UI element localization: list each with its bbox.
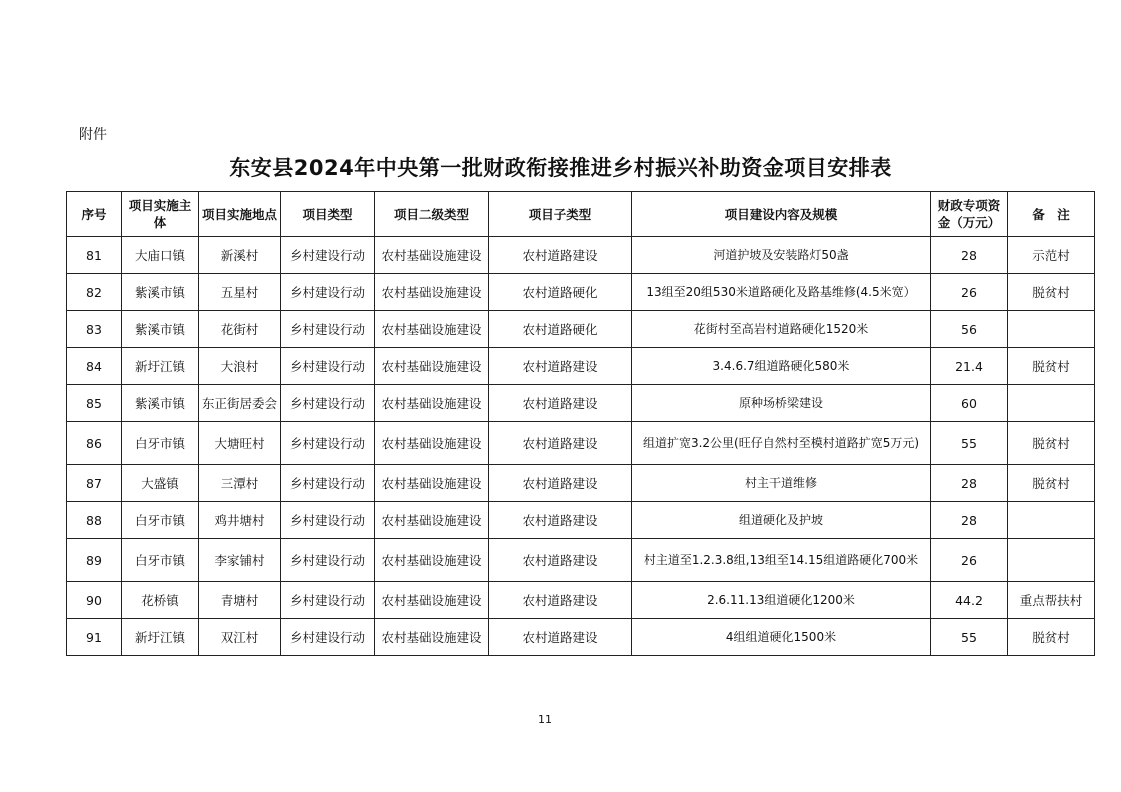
project-table: [66, 191, 1095, 656]
cell-secondary-type: 农村基础设施建设: [375, 539, 489, 582]
cell-subtype: 农村道路硬化: [489, 311, 632, 348]
cell-type: 乡村建设行动: [281, 502, 375, 539]
cell-funds: 26: [931, 274, 1008, 311]
cell-funds: 44.2: [931, 582, 1008, 619]
cell-secondary-type: 农村基础设施建设: [375, 502, 489, 539]
cell-subtype: 农村道路建设: [489, 582, 632, 619]
cell-funds: 55: [931, 422, 1008, 465]
cell-type: 乡村建设行动: [281, 385, 375, 422]
table-row: [67, 348, 1095, 385]
header-type: 项目类型: [281, 192, 375, 237]
cell-content: 3.4.6.7组道路硬化580米: [632, 348, 931, 385]
cell-index: 91: [67, 619, 122, 656]
table-row: [67, 539, 1095, 582]
cell-index: 89: [67, 539, 122, 582]
cell-content: 4组组道硬化1500米: [632, 619, 931, 656]
cell-subtype: 农村道路建设: [489, 539, 632, 582]
cell-entity: 花桥镇: [122, 582, 199, 619]
table-row: [67, 237, 1095, 274]
cell-type: 乡村建设行动: [281, 539, 375, 582]
cell-content: 村主道至1.2.3.8组,13组至14.15组道路硬化700米: [632, 539, 931, 582]
table-row: [67, 422, 1095, 465]
table-row: [67, 619, 1095, 656]
page-number: 11: [538, 713, 552, 726]
cell-index: 81: [67, 237, 122, 274]
header-location: 项目实施地点: [199, 192, 281, 237]
cell-location: 大浪村: [199, 348, 281, 385]
cell-type: 乡村建设行动: [281, 465, 375, 502]
cell-secondary-type: 农村基础设施建设: [375, 348, 489, 385]
cell-remarks: 脱贫村: [1008, 619, 1095, 656]
cell-remarks: 脱贫村: [1008, 422, 1095, 465]
cell-subtype: 农村道路建设: [489, 385, 632, 422]
cell-subtype: 农村道路建设: [489, 422, 632, 465]
cell-remarks: 脱贫村: [1008, 465, 1095, 502]
cell-remarks: [1008, 385, 1095, 422]
cell-index: 85: [67, 385, 122, 422]
cell-remarks: 示范村: [1008, 237, 1095, 274]
cell-type: 乡村建设行动: [281, 582, 375, 619]
cell-location: 五星村: [199, 274, 281, 311]
cell-subtype: 农村道路建设: [489, 348, 632, 385]
cell-entity: 大庙口镇: [122, 237, 199, 274]
cell-type: 乡村建设行动: [281, 619, 375, 656]
cell-remarks: 重点帮扶村: [1008, 582, 1095, 619]
cell-subtype: 农村道路建设: [489, 619, 632, 656]
cell-type: 乡村建设行动: [281, 348, 375, 385]
cell-secondary-type: 农村基础设施建设: [375, 465, 489, 502]
cell-funds: 28: [931, 237, 1008, 274]
header-funds: 财政专项资金（万元）: [931, 192, 1008, 237]
cell-content: 河道护坡及安装路灯50盏: [632, 237, 931, 274]
cell-entity: 白牙市镇: [122, 422, 199, 465]
cell-content: 13组至20组530米道路硬化及路基维修(4.5米宽）: [632, 274, 931, 311]
cell-remarks: 脱贫村: [1008, 348, 1095, 385]
cell-secondary-type: 农村基础设施建设: [375, 619, 489, 656]
cell-index: 87: [67, 465, 122, 502]
cell-content: 花街村至高岩村道路硬化1520米: [632, 311, 931, 348]
table-row: [67, 385, 1095, 422]
table-row: [67, 311, 1095, 348]
cell-content: 组道扩宽3.2公里(旺仔自然村至模村道路扩宽5万元): [632, 422, 931, 465]
cell-remarks: [1008, 539, 1095, 582]
cell-index: 88: [67, 502, 122, 539]
cell-location: 李家铺村: [199, 539, 281, 582]
cell-funds: 26: [931, 539, 1008, 582]
cell-secondary-type: 农村基础设施建设: [375, 311, 489, 348]
cell-funds: 60: [931, 385, 1008, 422]
table-row: [67, 502, 1095, 539]
cell-funds: 28: [931, 502, 1008, 539]
cell-subtype: 农村道路硬化: [489, 274, 632, 311]
cell-subtype: 农村道路建设: [489, 502, 632, 539]
page-title: 东安县2024年中央第一批财政衔接推进乡村振兴补助资金项目安排表: [229, 156, 892, 180]
header-content: 项目建设内容及规模: [632, 192, 931, 237]
cell-content: 2.6.11.13组道硬化1200米: [632, 582, 931, 619]
cell-index: 83: [67, 311, 122, 348]
cell-funds: 56: [931, 311, 1008, 348]
cell-location: 双江村: [199, 619, 281, 656]
cell-entity: 白牙市镇: [122, 539, 199, 582]
cell-remarks: [1008, 311, 1095, 348]
cell-entity: 紫溪市镇: [122, 274, 199, 311]
cell-location: 东正街居委会: [199, 385, 281, 422]
cell-entity: 大盛镇: [122, 465, 199, 502]
cell-funds: 21.4: [931, 348, 1008, 385]
cell-location: 三潭村: [199, 465, 281, 502]
cell-content: 村主干道维修: [632, 465, 931, 502]
cell-secondary-type: 农村基础设施建设: [375, 237, 489, 274]
cell-index: 84: [67, 348, 122, 385]
attachment-label: 附件: [79, 127, 107, 143]
cell-entity: 新圩江镇: [122, 348, 199, 385]
cell-type: 乡村建设行动: [281, 422, 375, 465]
cell-secondary-type: 农村基础设施建设: [375, 274, 489, 311]
cell-type: 乡村建设行动: [281, 274, 375, 311]
cell-location: 新溪村: [199, 237, 281, 274]
cell-content: 原种场桥梁建设: [632, 385, 931, 422]
table-header-row: [67, 192, 1095, 237]
cell-type: 乡村建设行动: [281, 237, 375, 274]
cell-secondary-type: 农村基础设施建设: [375, 422, 489, 465]
cell-remarks: 脱贫村: [1008, 274, 1095, 311]
header-subtype: 项目子类型: [489, 192, 632, 237]
cell-index: 86: [67, 422, 122, 465]
header-remarks: 备 注: [1008, 192, 1095, 237]
cell-location: 鸡井塘村: [199, 502, 281, 539]
cell-location: 青塘村: [199, 582, 281, 619]
cell-entity: 新圩江镇: [122, 619, 199, 656]
header-entity: 项目实施主体: [122, 192, 199, 237]
cell-type: 乡村建设行动: [281, 311, 375, 348]
cell-location: 花街村: [199, 311, 281, 348]
cell-secondary-type: 农村基础设施建设: [375, 582, 489, 619]
cell-secondary-type: 农村基础设施建设: [375, 385, 489, 422]
cell-location: 大塘旺村: [199, 422, 281, 465]
cell-entity: 白牙市镇: [122, 502, 199, 539]
cell-funds: 55: [931, 619, 1008, 656]
cell-subtype: 农村道路建设: [489, 465, 632, 502]
table-row: [67, 465, 1095, 502]
header-index: 序号: [67, 192, 122, 237]
cell-index: 82: [67, 274, 122, 311]
cell-index: 90: [67, 582, 122, 619]
cell-funds: 28: [931, 465, 1008, 502]
table-row: [67, 582, 1095, 619]
cell-remarks: [1008, 502, 1095, 539]
table-row: [67, 274, 1095, 311]
cell-entity: 紫溪市镇: [122, 385, 199, 422]
cell-subtype: 农村道路建设: [489, 237, 632, 274]
cell-content: 组道硬化及护坡: [632, 502, 931, 539]
cell-entity: 紫溪市镇: [122, 311, 199, 348]
header-secondary-type: 项目二级类型: [375, 192, 489, 237]
